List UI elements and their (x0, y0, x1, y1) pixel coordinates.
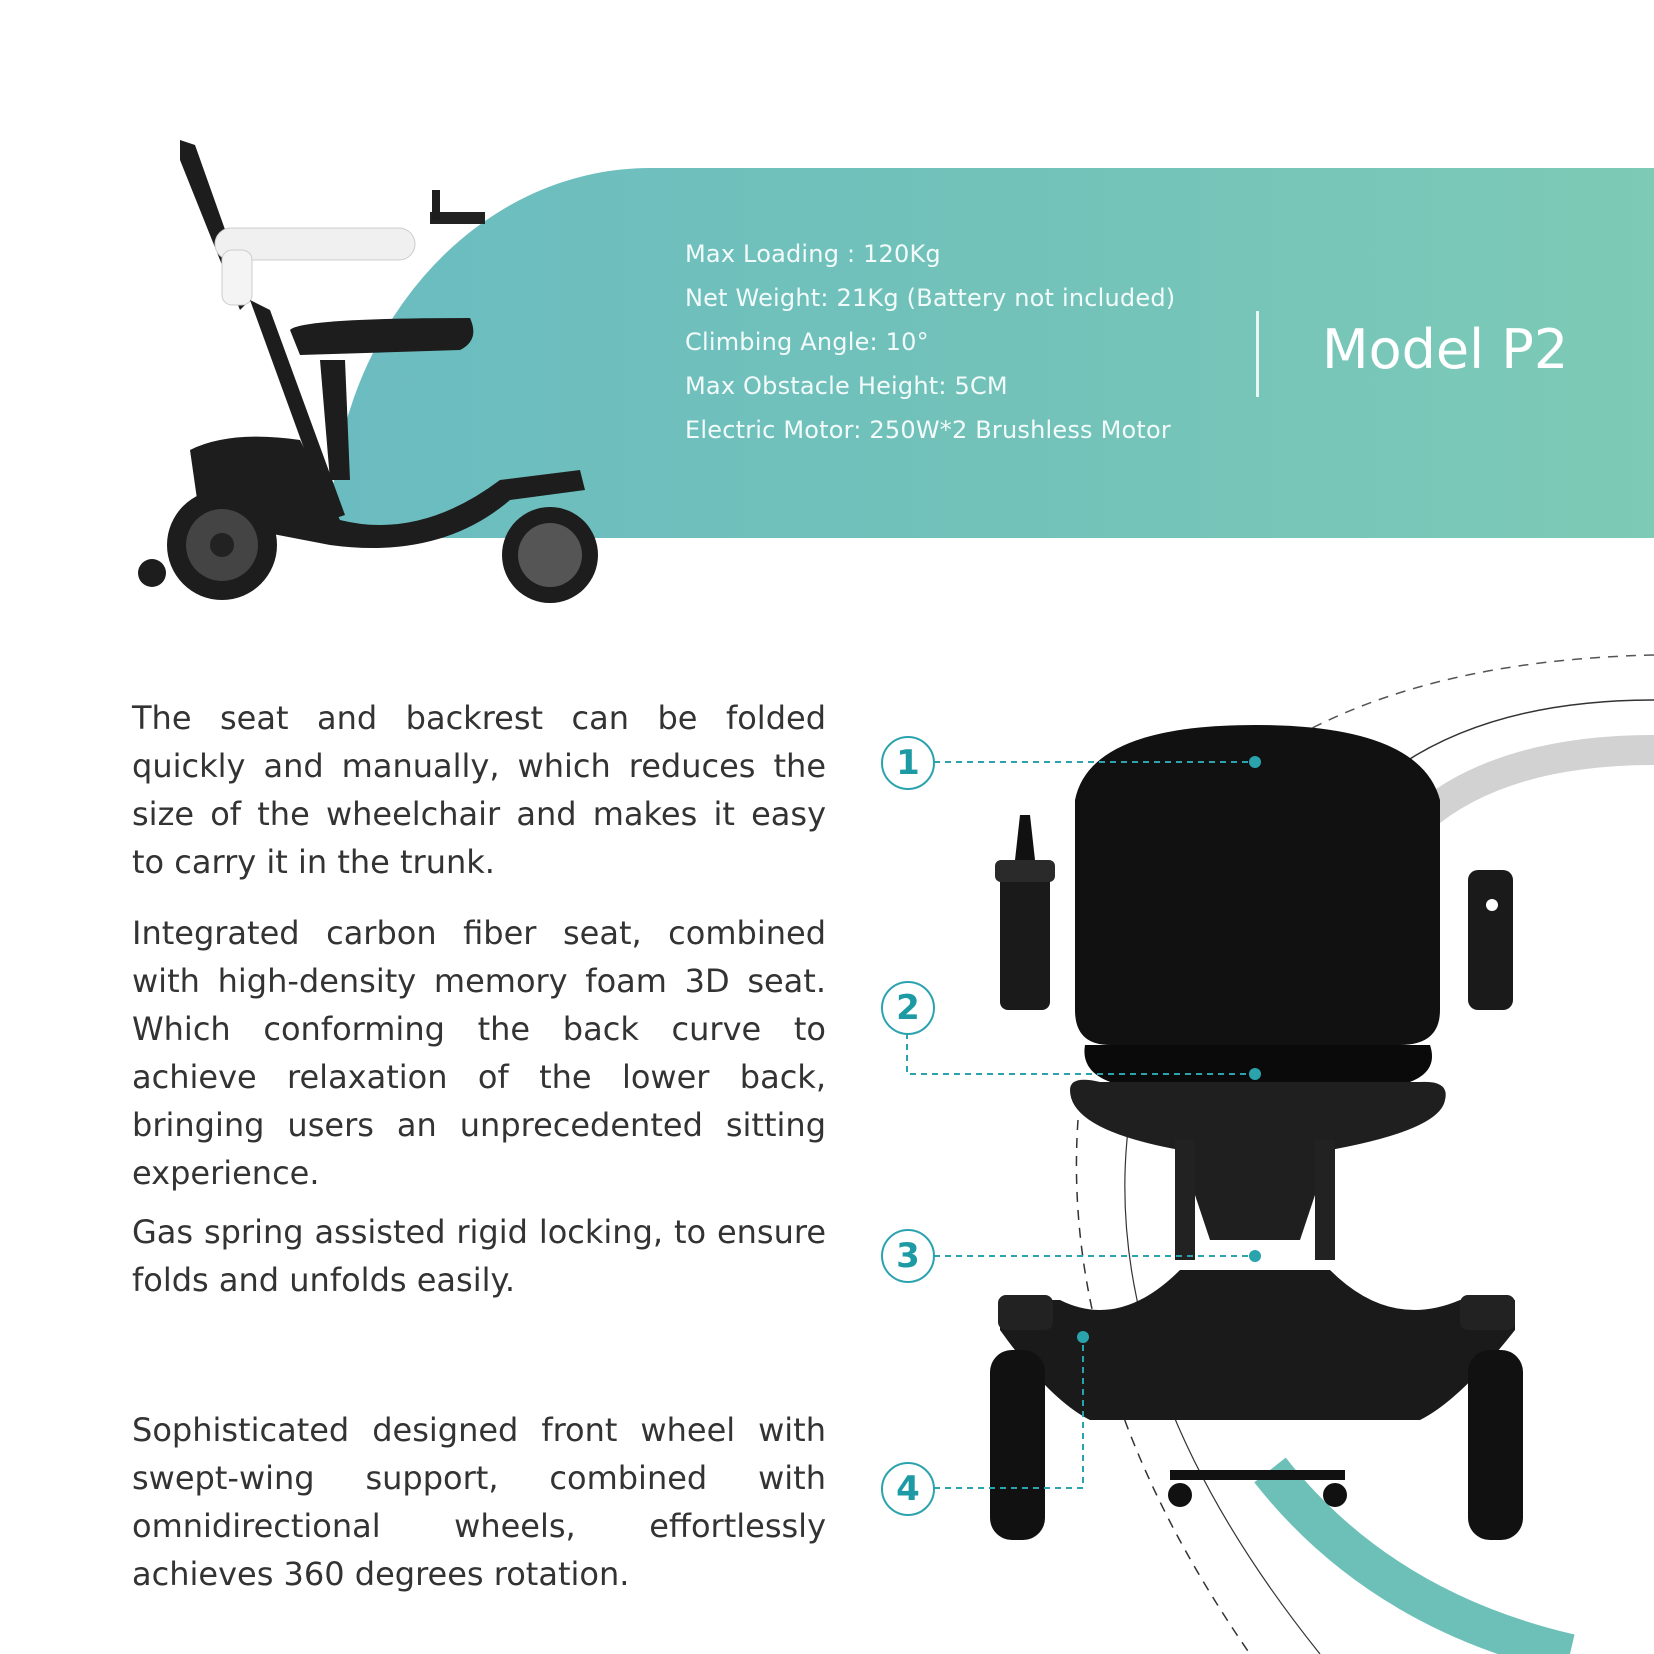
callout-dot-3 (1249, 1250, 1261, 1262)
spec-net-weight: Net Weight: 21Kg (Battery not included) (685, 284, 1176, 312)
side-wheelchair-image (138, 140, 598, 603)
feature-text-4: Sophisticated designed front wheel with swept-wing support, combined with omnidirectional wheels, effortlessly achieves 360 degrees rotation. (132, 1411, 826, 1593)
spec-electric-motor: Electric Motor: 250W*2 Brushless Motor (685, 416, 1171, 444)
banner-divider (1256, 311, 1259, 397)
spec-max-loading: Max Loading : 120Kg (685, 240, 941, 268)
callout-1: 1 (881, 736, 935, 790)
callout-dot-4 (1077, 1331, 1089, 1343)
callout-3: 3 (881, 1229, 935, 1283)
feature-text-3: Gas spring assisted rigid locking, to ensure folds and unfolds easily. (132, 1213, 826, 1299)
front-wheelchair-image (990, 725, 1523, 1540)
callout-dot-1 (1249, 756, 1261, 768)
spec-climbing-angle: Climbing Angle: 10° (685, 328, 929, 356)
grey-swoosh (1420, 750, 1654, 820)
model-title: Model P2 (1322, 318, 1569, 381)
spec-obstacle-height: Max Obstacle Height: 5CM (685, 372, 1008, 400)
callout-2: 2 (881, 981, 935, 1035)
dashed-arc (1290, 655, 1654, 740)
feature-text-1: The seat and backrest can be folded quickly and manually, which reduces the size of the wheelchair and makes it easy to carry it in the trunk. (132, 699, 826, 881)
callout-dot-2 (1249, 1068, 1261, 1080)
callout-4: 4 (881, 1462, 935, 1516)
spec-list (685, 236, 1175, 456)
feature-text-2: Integrated carbon fiber seat, combined with high-density memory foam 3D seat. Which conforming the back curve to achieve relaxation of the lower back, bringing users an unprecedented sitting experience. (132, 914, 826, 1192)
teal-swoosh (1270, 1470, 1570, 1654)
